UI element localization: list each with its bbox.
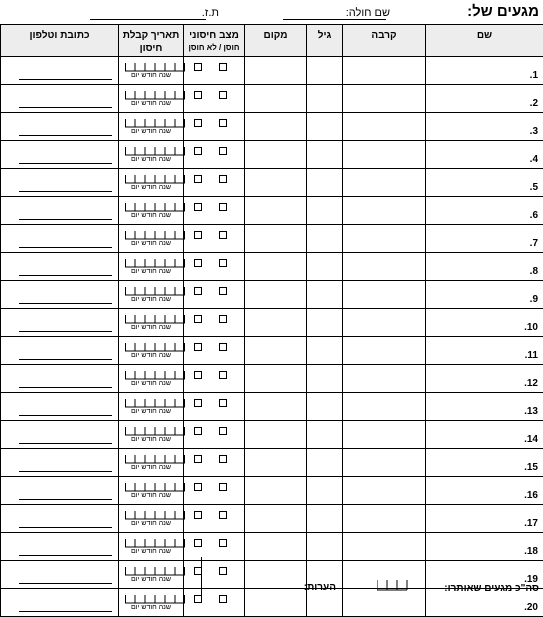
- place-cell[interactable]: [245, 253, 307, 281]
- form-header: [0, 0, 543, 26]
- row-number: 4.: [426, 141, 543, 169]
- total-contacts-label: סה"כ מגעים שאותרו:: [444, 583, 539, 594]
- place-cell[interactable]: [245, 337, 307, 365]
- row-number: 20.: [426, 589, 543, 617]
- row-number: 11.: [426, 337, 543, 365]
- age-cell[interactable]: [307, 85, 343, 113]
- row-number: 12.: [426, 365, 543, 393]
- date-segment-boxes[interactable]: [125, 91, 185, 100]
- relation-cell[interactable]: [343, 337, 426, 365]
- relation-cell[interactable]: [343, 169, 426, 197]
- place-cell[interactable]: [245, 281, 307, 309]
- col-header-place: מקום: [245, 25, 307, 57]
- vaccine-date-cell: [119, 309, 184, 337]
- address-phone-cell: [1, 57, 119, 85]
- place-cell[interactable]: [245, 365, 307, 393]
- table-row: [1, 113, 543, 141]
- address-phone-cell: [1, 393, 119, 421]
- place-cell[interactable]: [245, 421, 307, 449]
- not-immune-checkbox[interactable]: [194, 259, 202, 267]
- date-segment-boxes[interactable]: [125, 119, 185, 128]
- relation-cell[interactable]: [343, 281, 426, 309]
- date-format-label: שנה חודש יום: [119, 324, 183, 331]
- row-number: 3.: [426, 113, 543, 141]
- vaccine-date-cell: [119, 225, 184, 253]
- immune-checkbox[interactable]: [219, 399, 227, 407]
- vaccine-date-cell: [119, 169, 184, 197]
- place-cell[interactable]: [245, 57, 307, 85]
- address-phone-field[interactable]: [19, 611, 112, 612]
- immune-checkbox[interactable]: [219, 511, 227, 519]
- date-format-label: שנה חודש יום: [119, 72, 183, 79]
- address-phone-field[interactable]: [19, 135, 112, 136]
- address-phone-field[interactable]: [19, 527, 112, 528]
- not-immune-checkbox[interactable]: [194, 399, 202, 407]
- age-cell[interactable]: [307, 393, 343, 421]
- place-cell[interactable]: [245, 197, 307, 225]
- immune-status-cell: [184, 169, 245, 197]
- relation-cell[interactable]: [343, 85, 426, 113]
- not-immune-checkbox[interactable]: [194, 343, 202, 351]
- form-footer: [0, 557, 543, 599]
- date-segment-boxes[interactable]: [125, 399, 185, 408]
- immune-status-cell: [184, 85, 245, 113]
- row-number: 5.: [426, 169, 543, 197]
- row-number: 9.: [426, 281, 543, 309]
- immune-status-cell: [184, 393, 245, 421]
- date-segment-boxes[interactable]: [125, 427, 185, 436]
- vaccine-date-cell: [119, 141, 184, 169]
- age-cell[interactable]: [307, 505, 343, 533]
- age-cell[interactable]: [307, 197, 343, 225]
- vaccine-date-cell: [119, 85, 184, 113]
- id-label: ת.ז.: [202, 7, 219, 19]
- immune-checkbox[interactable]: [219, 539, 227, 547]
- row-number: 18.: [426, 533, 543, 561]
- immune-status-cell: [184, 57, 245, 85]
- address-phone-field[interactable]: [19, 555, 112, 556]
- relation-cell[interactable]: [343, 57, 426, 85]
- immune-status-cell: [184, 477, 245, 505]
- place-cell[interactable]: [245, 393, 307, 421]
- date-segment-boxes[interactable]: [125, 539, 185, 548]
- address-phone-cell: [1, 85, 119, 113]
- not-immune-checkbox[interactable]: [194, 147, 202, 155]
- immune-status-cell: [184, 281, 245, 309]
- date-format-label: שנה חודש יום: [119, 548, 183, 555]
- not-immune-checkbox[interactable]: [194, 63, 202, 71]
- date-format-label: שנה חודש יום: [119, 240, 183, 247]
- table-row: [1, 197, 543, 225]
- vaccine-date-cell: [119, 281, 184, 309]
- col-header-address-phone: כתובת וטלפון: [1, 25, 119, 57]
- address-phone-field[interactable]: [19, 163, 112, 164]
- not-immune-checkbox[interactable]: [194, 203, 202, 211]
- table-row: [1, 505, 543, 533]
- col-header-name: שם: [426, 25, 543, 57]
- address-phone-cell: [1, 113, 119, 141]
- not-immune-checkbox[interactable]: [194, 483, 202, 491]
- place-cell[interactable]: [245, 141, 307, 169]
- relation-cell[interactable]: [343, 225, 426, 253]
- row-number: 13.: [426, 393, 543, 421]
- address-phone-field[interactable]: [19, 359, 112, 360]
- vaccine-date-cell: [119, 57, 184, 85]
- place-cell[interactable]: [245, 449, 307, 477]
- immune-status-cell: [184, 141, 245, 169]
- address-phone-cell: [1, 225, 119, 253]
- immune-checkbox[interactable]: [219, 231, 227, 239]
- address-phone-field[interactable]: [19, 443, 112, 444]
- date-format-label: שנה חודש יום: [119, 296, 183, 303]
- date-format-label: שנה חודש יום: [119, 268, 183, 275]
- relation-cell[interactable]: [343, 393, 426, 421]
- immune-checkbox[interactable]: [219, 147, 227, 155]
- immune-checkbox[interactable]: [219, 315, 227, 323]
- age-cell[interactable]: [307, 449, 343, 477]
- immune-status-cell: [184, 113, 245, 141]
- immune-status-cell: [184, 449, 245, 477]
- age-cell[interactable]: [307, 365, 343, 393]
- relation-cell[interactable]: [343, 253, 426, 281]
- date-format-label: שנה חודש יום: [119, 492, 183, 499]
- table-row: [1, 365, 543, 393]
- place-cell[interactable]: [245, 169, 307, 197]
- id-field[interactable]: [90, 19, 206, 20]
- address-phone-cell: [1, 477, 119, 505]
- date-format-label: שנה חודש יום: [119, 156, 183, 163]
- col-header-age: גיל: [307, 25, 343, 57]
- table-row: [1, 337, 543, 365]
- relation-cell[interactable]: [343, 141, 426, 169]
- not-immune-checkbox[interactable]: [194, 371, 202, 379]
- address-phone-cell: [1, 169, 119, 197]
- immune-status-cell: [184, 421, 245, 449]
- address-phone-cell: [1, 141, 119, 169]
- table-row: [1, 57, 543, 85]
- address-phone-field[interactable]: [19, 107, 112, 108]
- contacts-table: [0, 24, 543, 617]
- place-cell[interactable]: [245, 85, 307, 113]
- age-cell[interactable]: [307, 477, 343, 505]
- not-immune-checkbox[interactable]: [194, 119, 202, 127]
- row-number: 2.: [426, 85, 543, 113]
- relation-cell[interactable]: [343, 449, 426, 477]
- not-immune-checkbox[interactable]: [194, 287, 202, 295]
- date-segment-boxes[interactable]: [125, 147, 185, 156]
- place-cell[interactable]: [245, 505, 307, 533]
- row-number: 17.: [426, 505, 543, 533]
- immune-status-cell: [184, 309, 245, 337]
- total-contacts-field[interactable]: [377, 580, 409, 591]
- not-immune-checkbox[interactable]: [194, 511, 202, 519]
- address-phone-field[interactable]: [19, 331, 112, 332]
- row-number: 15.: [426, 449, 543, 477]
- date-segment-boxes[interactable]: [125, 511, 185, 520]
- date-format-label: שנה חודש יום: [119, 576, 183, 583]
- relation-cell[interactable]: [343, 309, 426, 337]
- table-row: [1, 477, 543, 505]
- table-row: [1, 141, 543, 169]
- vaccine-date-cell: [119, 113, 184, 141]
- address-phone-cell: [1, 309, 119, 337]
- immune-status-cell: [184, 225, 245, 253]
- age-cell[interactable]: [307, 253, 343, 281]
- address-phone-field[interactable]: [19, 415, 112, 416]
- date-segment-boxes[interactable]: [125, 343, 185, 352]
- date-format-label: שנה חודש יום: [119, 100, 183, 107]
- date-format-label: שנה חודש יום: [119, 604, 183, 611]
- date-format-label: שנה חודש יום: [119, 464, 183, 471]
- relation-cell[interactable]: [343, 197, 426, 225]
- form-title: מגעים של:: [467, 3, 539, 20]
- relation-cell[interactable]: [343, 421, 426, 449]
- address-phone-field[interactable]: [19, 191, 112, 192]
- address-phone-cell: [1, 197, 119, 225]
- date-format-label: שנה חודש יום: [119, 352, 183, 359]
- age-cell[interactable]: [307, 169, 343, 197]
- date-format-label: שנה חודש יום: [119, 408, 183, 415]
- relation-cell[interactable]: [343, 365, 426, 393]
- table-row: [1, 309, 543, 337]
- table-row: [1, 225, 543, 253]
- table-row: [1, 449, 543, 477]
- address-phone-cell: [1, 505, 119, 533]
- date-segment-boxes[interactable]: [125, 175, 185, 184]
- row-number: 10.: [426, 309, 543, 337]
- immune-checkbox[interactable]: [219, 63, 227, 71]
- row-number: 16.: [426, 477, 543, 505]
- footer-divider: [201, 557, 202, 599]
- row-number: 7.: [426, 225, 543, 253]
- address-phone-cell: [1, 281, 119, 309]
- vaccine-date-cell: [119, 505, 184, 533]
- date-segment-boxes[interactable]: [125, 287, 185, 296]
- relation-cell[interactable]: [343, 113, 426, 141]
- address-phone-cell: [1, 421, 119, 449]
- relation-cell[interactable]: [343, 477, 426, 505]
- not-immune-checkbox[interactable]: [194, 315, 202, 323]
- place-cell[interactable]: [245, 225, 307, 253]
- immune-checkbox[interactable]: [219, 343, 227, 351]
- not-immune-checkbox[interactable]: [194, 427, 202, 435]
- date-segment-boxes[interactable]: [125, 259, 185, 268]
- immune-checkbox[interactable]: [219, 91, 227, 99]
- address-phone-field[interactable]: [19, 247, 112, 248]
- table-row: [1, 85, 543, 113]
- col-header-vaccine-date: תאריך קבלת חיסון: [119, 25, 184, 57]
- immune-checkbox[interactable]: [219, 371, 227, 379]
- col-header-relation: קרבה: [343, 25, 426, 57]
- vaccine-date-cell: [119, 421, 184, 449]
- age-cell[interactable]: [307, 141, 343, 169]
- not-immune-checkbox[interactable]: [194, 175, 202, 183]
- immune-checkbox[interactable]: [219, 427, 227, 435]
- date-format-label: שנה חודש יום: [119, 184, 183, 191]
- date-segment-boxes[interactable]: [125, 483, 185, 492]
- date-segment-boxes[interactable]: [125, 371, 185, 380]
- immune-status-cell: [184, 505, 245, 533]
- age-cell[interactable]: [307, 113, 343, 141]
- date-format-label: שנה חודש יום: [119, 212, 183, 219]
- date-format-label: שנה חודש יום: [119, 436, 183, 443]
- date-segment-boxes[interactable]: [125, 63, 185, 72]
- date-segment-boxes[interactable]: [125, 231, 185, 240]
- age-cell[interactable]: [307, 421, 343, 449]
- row-number: 6.: [426, 197, 543, 225]
- date-format-label: שנה חודש יום: [119, 520, 183, 527]
- age-cell[interactable]: [307, 225, 343, 253]
- vaccine-date-cell: [119, 477, 184, 505]
- address-phone-cell: [1, 449, 119, 477]
- immune-checkbox[interactable]: [219, 203, 227, 211]
- table-row: [1, 169, 543, 197]
- address-phone-cell: [1, 365, 119, 393]
- address-phone-field[interactable]: [19, 79, 112, 80]
- address-phone-field[interactable]: [19, 387, 112, 388]
- not-immune-checkbox[interactable]: [194, 231, 202, 239]
- date-segment-boxes[interactable]: [125, 315, 185, 324]
- immune-checkbox[interactable]: [219, 455, 227, 463]
- vaccine-date-cell: [119, 449, 184, 477]
- address-phone-field[interactable]: [19, 471, 112, 472]
- vaccine-date-cell: [119, 337, 184, 365]
- patient-name-field[interactable]: [283, 19, 386, 20]
- immune-status-cell: [184, 197, 245, 225]
- age-cell[interactable]: [307, 337, 343, 365]
- immune-status-cell: [184, 253, 245, 281]
- immune-status-subheader: חוסן / לא חוסן: [184, 42, 244, 54]
- not-immune-checkbox[interactable]: [194, 455, 202, 463]
- notes-label: הערות:: [304, 582, 336, 593]
- not-immune-checkbox[interactable]: [194, 539, 202, 547]
- vaccine-date-cell: [119, 365, 184, 393]
- immune-status-cell: [184, 337, 245, 365]
- place-cell[interactable]: [245, 309, 307, 337]
- date-format-label: שנה חודש יום: [119, 128, 183, 135]
- address-phone-field[interactable]: [19, 219, 112, 220]
- notes-field[interactable]: [111, 588, 297, 589]
- table-row: [1, 393, 543, 421]
- age-cell[interactable]: [307, 57, 343, 85]
- immune-checkbox[interactable]: [219, 175, 227, 183]
- row-number: 19.: [426, 561, 543, 589]
- immune-checkbox[interactable]: [219, 483, 227, 491]
- table-row: [1, 421, 543, 449]
- place-cell[interactable]: [245, 113, 307, 141]
- relation-cell[interactable]: [343, 505, 426, 533]
- address-phone-field[interactable]: [19, 499, 112, 500]
- patient-name-label: שם חולה:: [346, 7, 390, 19]
- place-cell[interactable]: [245, 477, 307, 505]
- age-cell[interactable]: [307, 309, 343, 337]
- address-phone-cell: [1, 337, 119, 365]
- table-header-row: [1, 25, 543, 57]
- table-row: [1, 281, 543, 309]
- date-format-label: שנה חודש יום: [119, 380, 183, 387]
- address-phone-cell: [1, 253, 119, 281]
- vaccine-date-cell: [119, 393, 184, 421]
- row-number: 1.: [426, 57, 543, 85]
- col-header-immune-status: מצב חיסוני חוסן / לא חוסן: [184, 25, 245, 57]
- address-phone-field[interactable]: [19, 275, 112, 276]
- immune-checkbox[interactable]: [219, 287, 227, 295]
- immune-status-cell: [184, 365, 245, 393]
- row-number: 14.: [426, 421, 543, 449]
- immune-checkbox[interactable]: [219, 259, 227, 267]
- vaccine-date-cell: [119, 253, 184, 281]
- immune-checkbox[interactable]: [219, 119, 227, 127]
- date-segment-boxes[interactable]: [125, 203, 185, 212]
- table-row: [1, 253, 543, 281]
- address-phone-field[interactable]: [19, 303, 112, 304]
- not-immune-checkbox[interactable]: [194, 91, 202, 99]
- row-number: 8.: [426, 253, 543, 281]
- date-segment-boxes[interactable]: [125, 455, 185, 464]
- age-cell[interactable]: [307, 281, 343, 309]
- vaccine-date-cell: [119, 197, 184, 225]
